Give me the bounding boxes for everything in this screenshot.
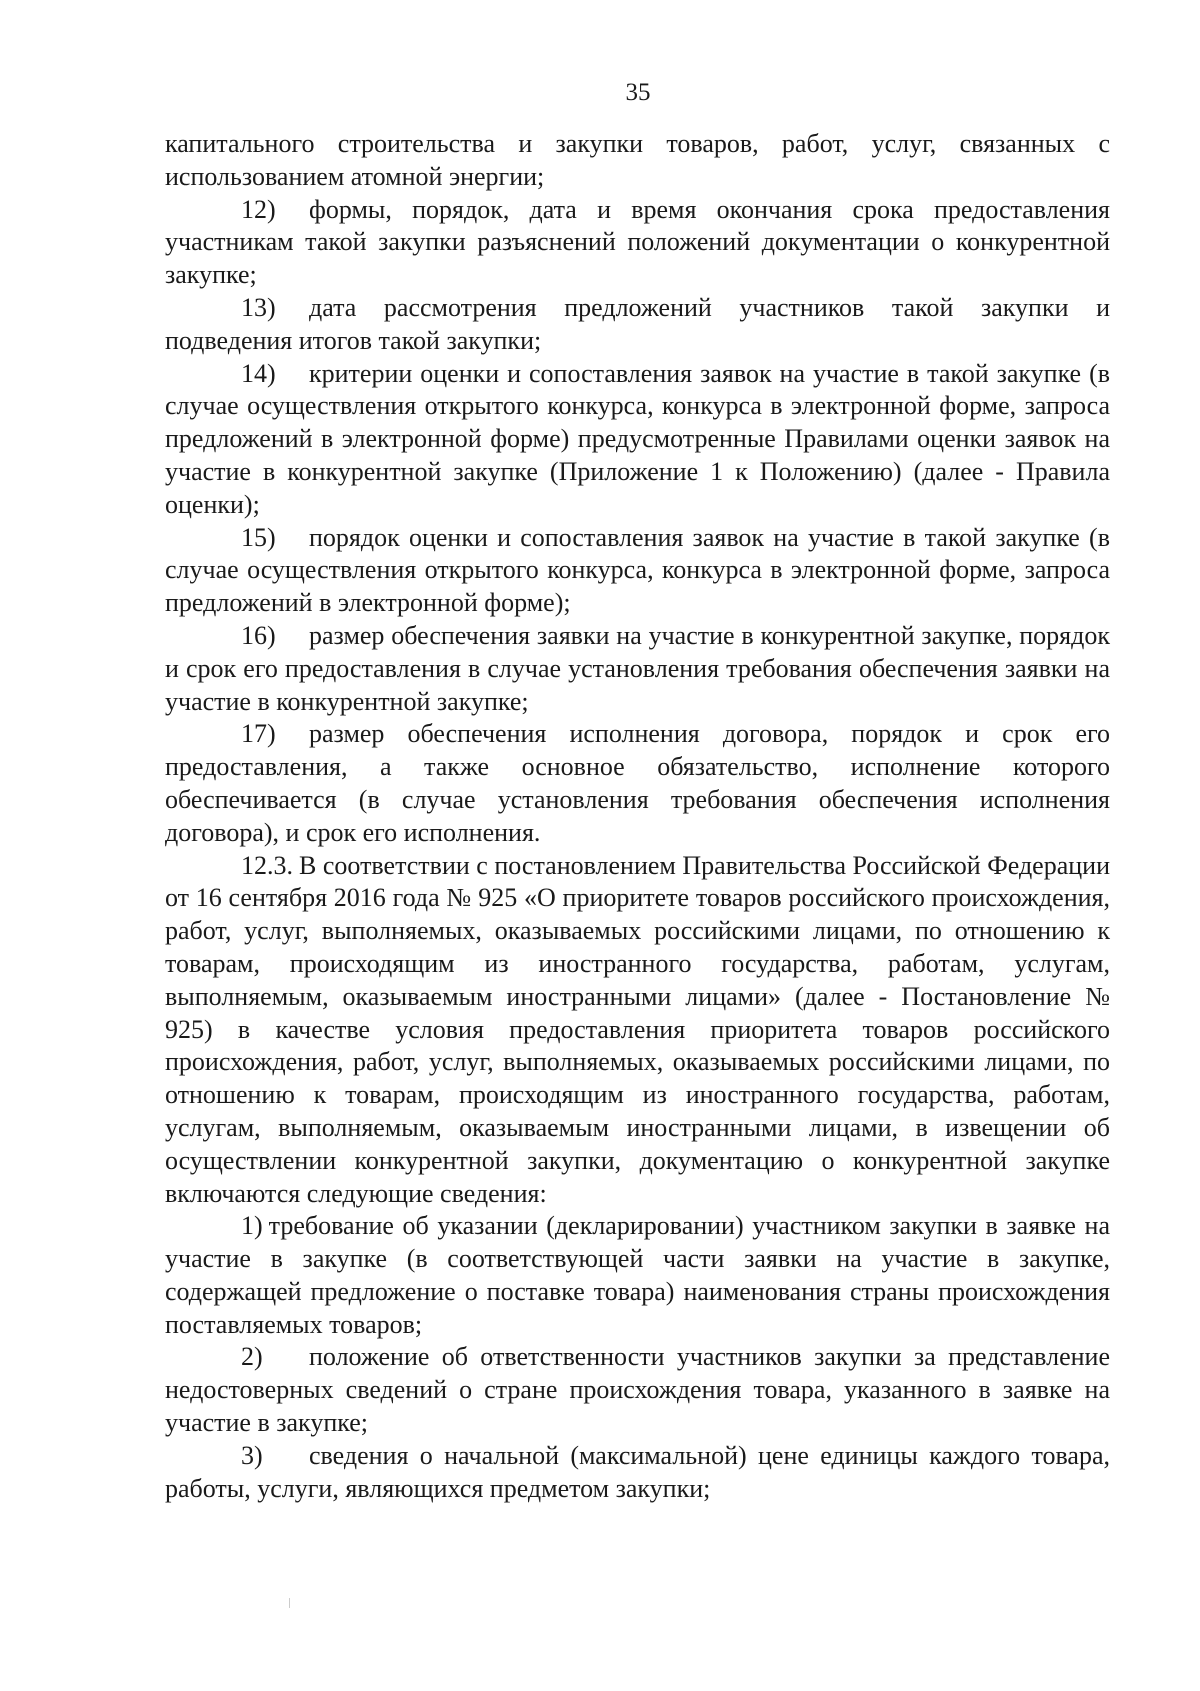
list-item-text: порядок оценки и сопоставления заявок на участие в такой закупке (в случае осуществления открытого конкурса, конкурса в электронной форме, запроса предложений в электронной форме); [165, 522, 1110, 618]
list-item-16 [165, 620, 1110, 718]
list-item-text: размер обеспечения исполнения договора, порядок и срок его предоставления, а также основное обязательство, исполнение которого обеспечивается (в случае установления требования обеспечения исполнения договора), и срок его исполнения. [165, 719, 1110, 847]
list-item-number: 17) [241, 719, 276, 749]
sub-item-number: 3) [241, 1440, 263, 1470]
paragraph-continuation [165, 128, 1110, 194]
list-item-14 [165, 358, 1110, 522]
sub-item-number: 1) [241, 1211, 263, 1241]
list-item-text: критерии оценки и сопоставления заявок на участие в такой закупке (в случае осуществления открытого конкурса, конкурса в электронной форме, запроса предложений в электронной форме) предусмотренные Правилами оценки заявок на участие в конкурентной закупке (Приложение 1 к Положению) (далее - Правила оценки); [165, 358, 1110, 519]
page-number: 35 [625, 79, 651, 106]
list-item-text: дата рассмотрения предложений участников такой закупки и подведения итогов такой закупки; [165, 292, 1110, 355]
clause-number: 12.3. [241, 850, 293, 880]
clause-text: В соответствии с постановлением Правительства Российской Федерации от 16 сентября 2016 года № 925 «О приоритете товаров российского происхождения, работ, услуг, выполняемых, оказываемых российскими лицами, по отношению к товарам, происходящим из иностранного государства, работам, услугам, выполняемым, оказываемым иностранными лицами» (далее - Постановление № 925) в качестве условия предоставления приоритета товаров российского происхождения, работ, услуг, выполняемых, оказываемых российскими лицами, по отношению к товарам, происходящим из иностранного государства, работам, услугам, выполняемым, оказываемым иностранными лицами, в извещении об осуществлении конкурентной закупки, документацию о конкурентной закупке включаются следующие сведения: [165, 850, 1110, 1208]
list-item-number: 14) [241, 358, 276, 388]
list-item-12 [165, 194, 1110, 292]
list-item-17 [165, 718, 1110, 849]
sub-item-text: сведения о начальной (максимальной) цене единицы каждого товара, работы, услуги, являющихся предметом закупки; [165, 1440, 1110, 1503]
sub-item-text: требование об указании (декларировании) участником закупки в заявке на участие в закупке (в соответствующей части заявки на участие в закупке, содержащей предложение о поставке товара) наименования страны происхождения поставляемых товаров; [165, 1211, 1110, 1339]
list-item-number: 12) [241, 194, 276, 224]
clause-12-3 [165, 850, 1110, 1211]
sub-item-3 [165, 1440, 1110, 1506]
list-item-13 [165, 292, 1110, 358]
list-item-15 [165, 522, 1110, 620]
sub-item-number: 2) [241, 1342, 263, 1372]
document-body [165, 128, 1110, 1505]
list-item-number: 13) [241, 292, 276, 322]
sub-item-2 [165, 1341, 1110, 1439]
list-item-text: размер обеспечения заявки на участие в конкурентной закупке, порядок и срок его предоставления в случае установления требования обеспечения заявки на участие в конкурентной закупке; [165, 620, 1110, 716]
sub-item-text: положение об ответственности участников закупки за представление недостоверных сведений о стране происхождения товара, указанного в заявке на участие в закупке; [165, 1342, 1110, 1438]
list-item-number: 16) [241, 620, 276, 650]
paragraph-text: капитального строительства и закупки товаров, работ, услуг, связанных с использованием атомной энергии; [165, 129, 1110, 191]
scan-artifact [289, 1598, 290, 1608]
list-item-number: 15) [241, 522, 276, 552]
list-item-text: формы, порядок, дата и время окончания срока предоставления участникам такой закупки разъяснений положений документации о конкурентной закупке; [165, 194, 1110, 290]
sub-item-1 [165, 1210, 1110, 1341]
